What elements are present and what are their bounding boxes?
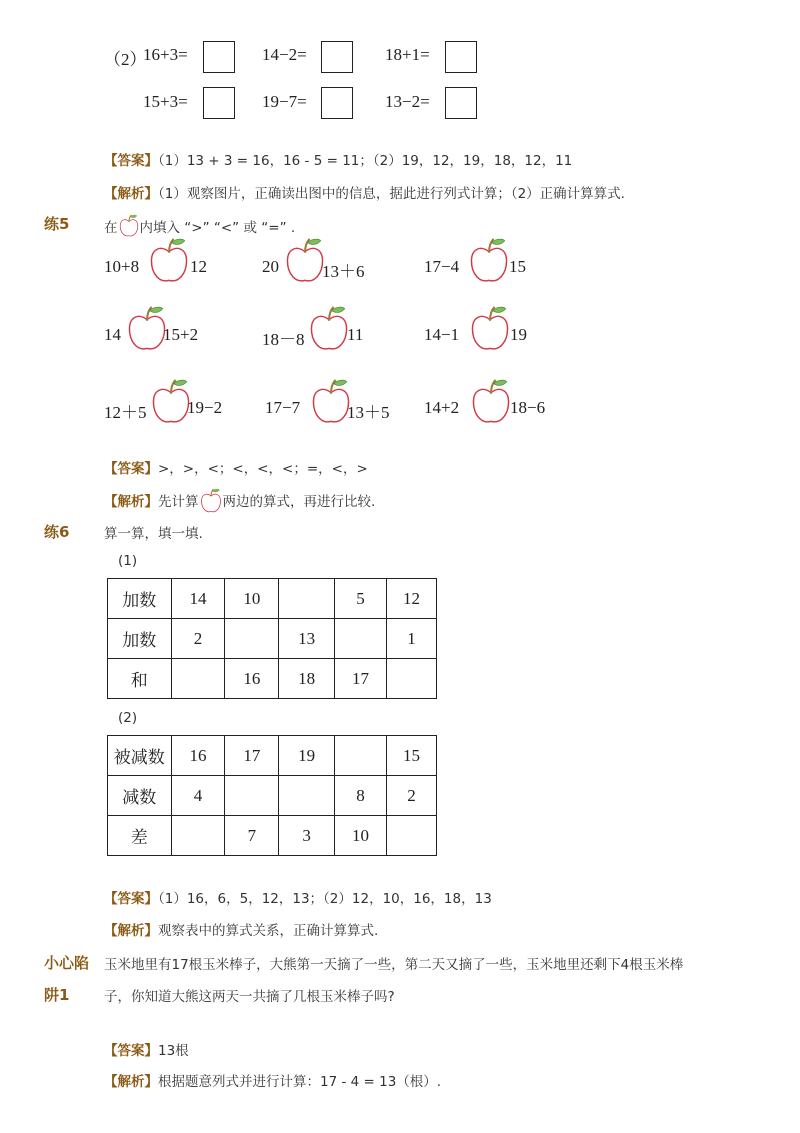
table-cell[interactable] xyxy=(335,619,387,659)
apple-answer-icon[interactable] xyxy=(148,237,190,285)
answer-box xyxy=(203,41,235,73)
table-cell[interactable] xyxy=(279,776,335,816)
table-cell[interactable]: 13 xyxy=(279,619,335,659)
table-cell[interactable]: 10 xyxy=(335,816,387,856)
table-cell[interactable]: 5 xyxy=(335,579,387,619)
left-expression: 17−7 xyxy=(265,398,301,417)
table-cell[interactable] xyxy=(335,736,387,776)
row-header-cell: 被减数 xyxy=(108,736,172,776)
table-cell[interactable]: 12 xyxy=(386,579,436,619)
equation: 18+1= xyxy=(385,45,430,64)
table-label: (1) xyxy=(118,553,138,569)
table-row xyxy=(108,736,437,776)
trap-label-2: 阱1 xyxy=(44,986,70,1004)
equation: 14−2= xyxy=(262,45,307,64)
left-expression: 17−4 xyxy=(424,257,460,276)
exercise-prompt: 在 内填入 “>” “<” 或 “=” . xyxy=(104,214,295,238)
question-text: 子，你知道大熊这两天一共摘了几根玉米棒子吗? xyxy=(104,989,395,1005)
left-expression: 18－8 xyxy=(262,330,305,349)
analysis-line: 【解析】先计算 两边的算式，再进行比较. xyxy=(104,488,375,514)
answer-box xyxy=(445,41,477,73)
table-cell[interactable]: 2 xyxy=(386,776,436,816)
right-expression: 13＋5 xyxy=(347,403,390,422)
table-cell[interactable] xyxy=(171,659,225,699)
trap-label-1: 小心陷 xyxy=(44,954,90,972)
table-cell[interactable]: 16 xyxy=(225,659,279,699)
table-row xyxy=(108,659,437,699)
apple-icon xyxy=(118,214,140,238)
right-expression: 19−2 xyxy=(187,398,223,417)
row-header-cell: 减数 xyxy=(108,776,172,816)
answer-box xyxy=(321,87,353,119)
left-expression: 20 xyxy=(262,257,279,276)
answer-box xyxy=(321,41,353,73)
apple-answer-icon[interactable] xyxy=(468,237,510,285)
right-expression: 15 xyxy=(509,257,526,276)
table-cell[interactable]: 8 xyxy=(335,776,387,816)
right-expression: 11 xyxy=(347,325,364,344)
table-cell[interactable] xyxy=(225,776,279,816)
left-expression: 14−1 xyxy=(424,325,460,344)
table-cell[interactable]: 3 xyxy=(279,816,335,856)
left-expression: 14 xyxy=(104,325,121,344)
equation: 15+3= xyxy=(143,92,188,111)
answer-box xyxy=(203,87,235,119)
table-cell[interactable] xyxy=(171,816,225,856)
left-expression: 14+2 xyxy=(424,398,460,417)
table-cell[interactable] xyxy=(279,579,335,619)
table-label: (2) xyxy=(118,710,138,726)
table-cell[interactable]: 15 xyxy=(386,736,436,776)
part2-label: （2） xyxy=(104,50,147,69)
row-header-cell: 差 xyxy=(108,816,172,856)
table-cell[interactable]: 18 xyxy=(279,659,335,699)
right-expression: 12 xyxy=(190,257,207,276)
analysis-line: 【解析】观察表中的算式关系，正确计算算式. xyxy=(104,923,379,939)
row-header-cell: 加数 xyxy=(108,579,172,619)
apple-icon xyxy=(199,488,223,514)
answer-line: 【答案】（1）13 + 3 = 16，16 - 5 = 11；（2）19，12，19，18，12，11 xyxy=(104,153,573,169)
left-expression: 12＋5 xyxy=(104,403,147,422)
table-cell[interactable]: 17 xyxy=(335,659,387,699)
right-expression: 18−6 xyxy=(510,398,546,417)
table-row xyxy=(108,776,437,816)
exercise-label: 练5 xyxy=(44,215,70,233)
addition-table xyxy=(107,578,437,699)
apple-answer-icon[interactable] xyxy=(126,305,168,353)
question-text: 玉米地里有17根玉米棒子，大熊第一天摘了一些，第二天又摘了一些，玉米地里还剩下4根玉米棒 xyxy=(104,957,684,973)
analysis-line: 【解析】根据题意列式并进行计算：17 - 4 = 13（根）. xyxy=(104,1074,442,1090)
table-cell[interactable]: 1 xyxy=(386,619,436,659)
table-cell[interactable]: 14 xyxy=(171,579,225,619)
table-cell[interactable]: 17 xyxy=(225,736,279,776)
row-header-cell: 和 xyxy=(108,659,172,699)
apple-answer-icon[interactable] xyxy=(469,305,511,353)
right-expression: 13＋6 xyxy=(322,262,365,281)
answer-line: 【答案】>，>，<；<，<，<；=，<，> xyxy=(104,461,368,477)
answer-line: 【答案】（1）16，6，5，12，13；（2）12，10，16，18，13 xyxy=(104,891,492,907)
left-expression: 10+8 xyxy=(104,257,140,276)
exercise-label: 练6 xyxy=(44,523,70,541)
apple-answer-icon[interactable] xyxy=(470,378,512,426)
table-cell[interactable]: 19 xyxy=(279,736,335,776)
table-row xyxy=(108,816,437,856)
table-cell[interactable]: 4 xyxy=(171,776,225,816)
right-expression: 19 xyxy=(510,325,527,344)
table-cell[interactable]: 2 xyxy=(171,619,225,659)
table-cell[interactable]: 16 xyxy=(171,736,225,776)
exercise-prompt: 算一算，填一填. xyxy=(104,526,203,542)
analysis-line: 【解析】（1）观察图片，正确读出图中的信息，据此进行列式计算；（2）正确计算算式. xyxy=(104,186,625,202)
table-cell[interactable]: 10 xyxy=(225,579,279,619)
table-cell[interactable]: 7 xyxy=(225,816,279,856)
subtraction-table xyxy=(107,735,437,856)
table-row xyxy=(108,579,437,619)
apple-answer-icon[interactable] xyxy=(310,378,352,426)
apple-answer-icon[interactable] xyxy=(308,305,350,353)
table-cell[interactable] xyxy=(386,816,436,856)
apple-answer-icon[interactable] xyxy=(150,378,192,426)
right-expression: 15+2 xyxy=(163,325,199,344)
table-cell[interactable] xyxy=(386,659,436,699)
equation: 13−2= xyxy=(385,92,430,111)
row-header-cell: 加数 xyxy=(108,619,172,659)
table-row xyxy=(108,619,437,659)
equation: 16+3= xyxy=(143,45,188,64)
table-cell[interactable] xyxy=(225,619,279,659)
apple-answer-icon[interactable] xyxy=(284,237,326,285)
answer-box xyxy=(445,87,477,119)
answer-line: 【答案】13根 xyxy=(104,1043,189,1059)
equation: 19−7= xyxy=(262,92,307,111)
